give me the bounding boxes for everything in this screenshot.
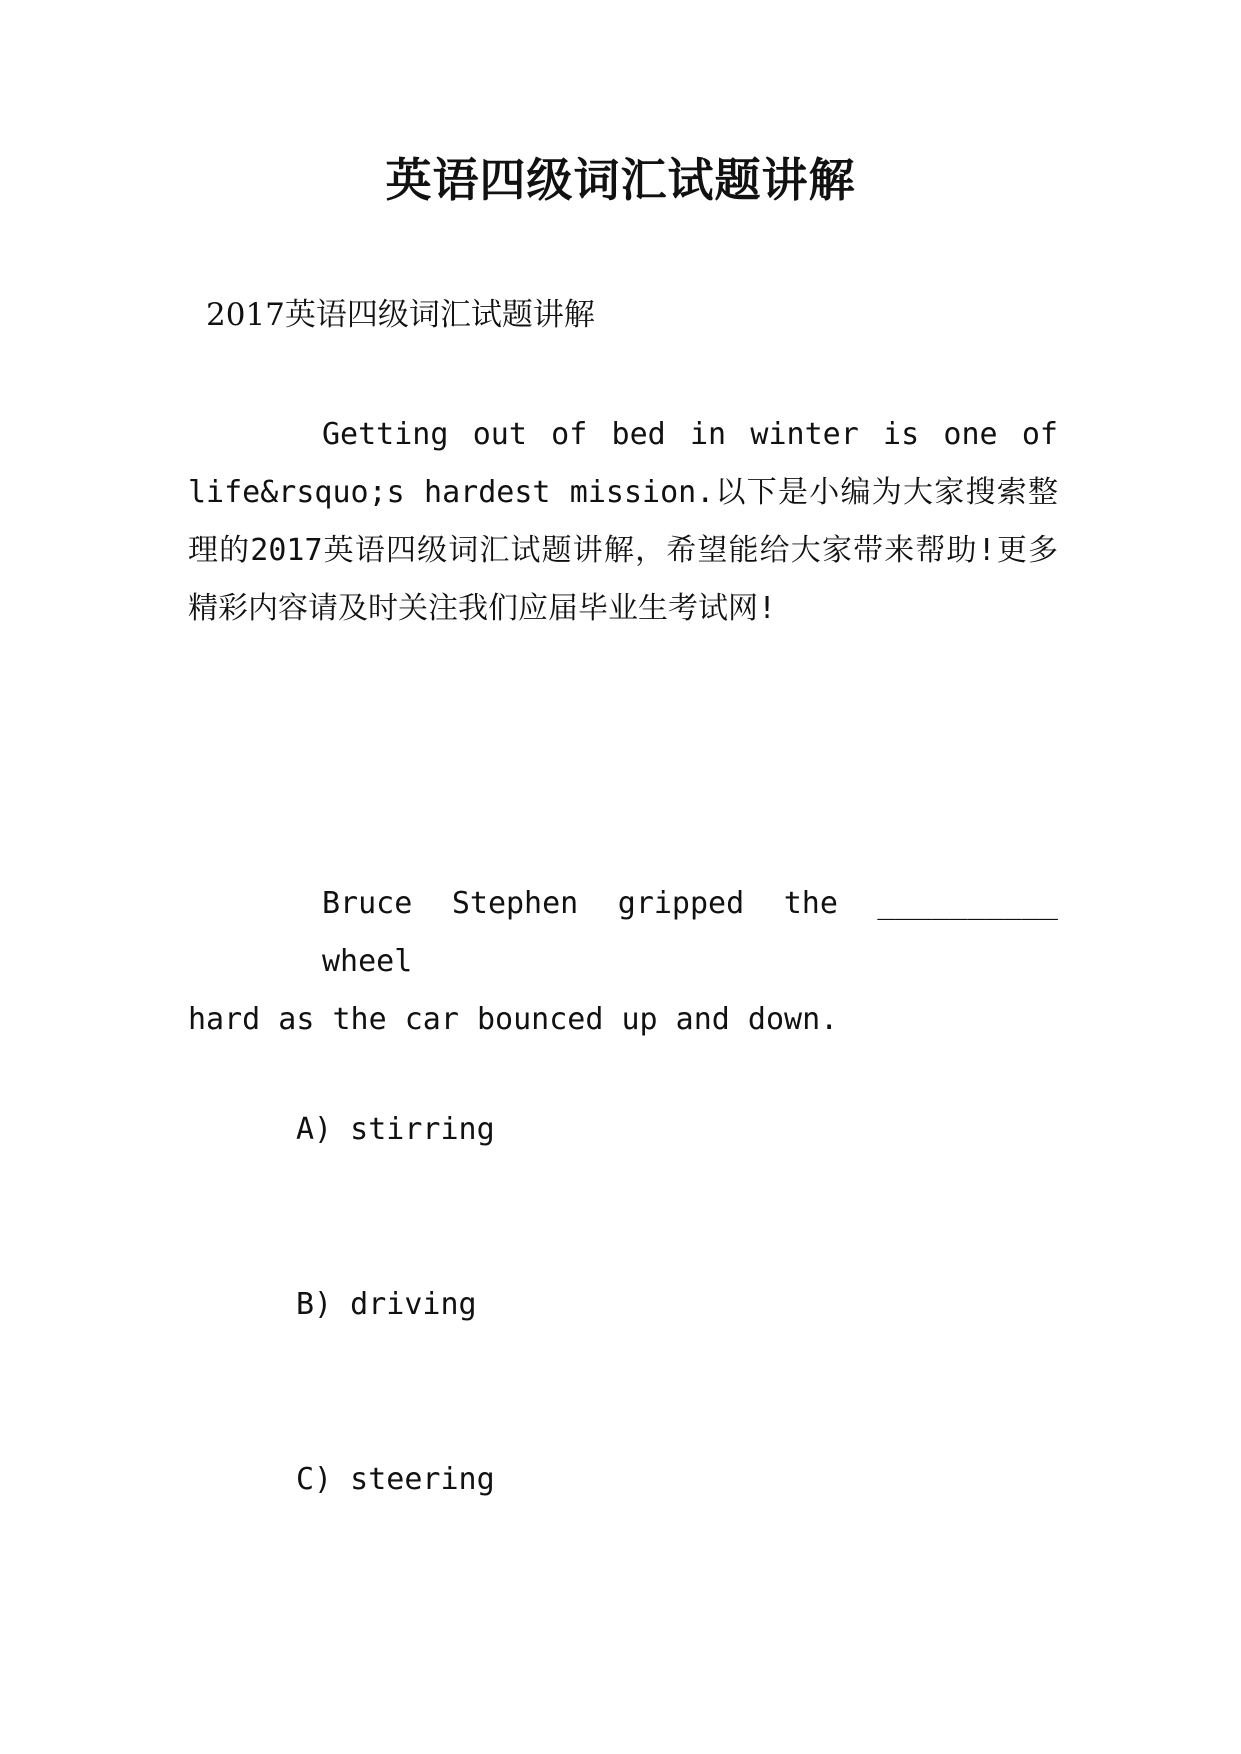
intro-first-line: Getting out of bed in winter is one of xyxy=(322,417,1058,452)
document-title: 英语四级词汇试题讲解 xyxy=(385,153,856,207)
option-c: C) steering xyxy=(296,1462,495,1497)
document-subtitle: 2017英语四级词汇试题讲解 xyxy=(206,297,595,333)
question-second-line: hard as the car bounced up and down. xyxy=(188,1002,839,1037)
question-first-line: Bruce Stephen gripped the __________ wheel xyxy=(322,886,1058,979)
option-b: B) driving xyxy=(296,1287,477,1322)
intro-paragraph xyxy=(188,406,1058,638)
question-stem xyxy=(188,875,1058,1049)
option-a: A) stirring xyxy=(296,1112,495,1147)
intro-body-text: life&rsquo;s hardest mission.以下是小编为大家搜索整理的2017英语四级词汇试题讲解，希望能给大家带来帮助!更多精彩内容请及时关注我们应届毕业生考试网! xyxy=(188,475,1058,626)
